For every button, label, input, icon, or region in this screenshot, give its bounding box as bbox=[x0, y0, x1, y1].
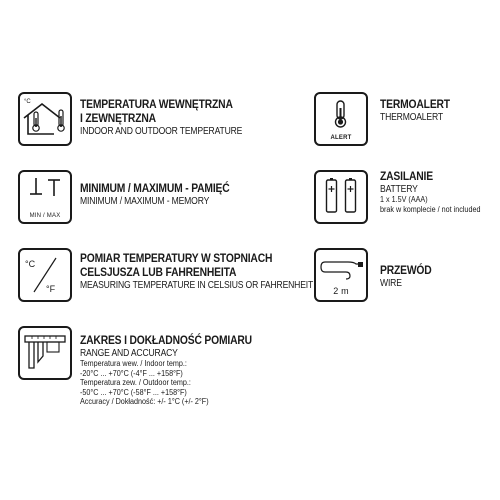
min-max-icon bbox=[18, 170, 72, 224]
feature-detail: Accuracy / Dokładność: +/- 1°C (+/- 2°F) bbox=[80, 397, 209, 407]
battery-icon bbox=[314, 170, 368, 224]
icon-caption: 2 m bbox=[333, 286, 349, 296]
feature-detail: brak w komplecie / not included bbox=[380, 204, 481, 214]
feature-subtitle: THERMOALERT bbox=[380, 111, 443, 123]
feature-title: TERMOALERT bbox=[380, 97, 450, 111]
feature-detail: Temperatura wew. / Indoor temp.: bbox=[80, 359, 187, 369]
feature-title: I ZEWNĘTRZNA bbox=[80, 110, 156, 125]
feature-title: MINIMUM / MAXIMUM - PAMIĘĆ bbox=[80, 181, 230, 195]
feature-title: CELSJUSZA LUB FAHRENHEITA bbox=[80, 264, 237, 279]
feature-title: ZASILANIE bbox=[380, 169, 433, 183]
celsius-fahrenheit-icon bbox=[18, 248, 72, 302]
feature-title: POMIAR TEMPERATURY W STOPNIACH bbox=[80, 251, 273, 265]
feature-subtitle: MINIMUM / MAXIMUM - MEMORY bbox=[80, 195, 210, 207]
feature-title: TEMPERATURA WEWNĘTRZNA bbox=[80, 97, 233, 111]
feature-detail: -50°C ... +70°C (-58°F ... +158°F) bbox=[80, 387, 187, 397]
icon-unit-label: °C bbox=[24, 99, 31, 105]
feature-detail: 1 x 1.5V (AAA) bbox=[380, 195, 428, 205]
house-thermometer-icon bbox=[18, 92, 72, 146]
feature-subtitle: WIRE bbox=[380, 277, 402, 289]
feature-title: PRZEWÓD bbox=[380, 263, 432, 277]
feature-subtitle: BATTERY bbox=[380, 183, 418, 195]
icon-fahrenheit-label: °F bbox=[46, 284, 56, 294]
feature-subtitle: RANGE AND ACCURACY bbox=[80, 347, 178, 359]
icon-caption: ALERT bbox=[330, 135, 352, 141]
icon-caption: MIN / MAX bbox=[29, 213, 61, 219]
feature-title: ZAKRES I DOKŁADNOŚĆ POMIARU bbox=[80, 333, 252, 347]
thermometer-alert-icon bbox=[314, 92, 368, 146]
feature-subtitle: MEASURING TEMPERATURE IN CELSIUS OR FAHRENHEIT bbox=[80, 279, 314, 291]
caliper-icon bbox=[18, 326, 72, 380]
feature-detail: -20°C ... +70°C (-4°F ... +158°F) bbox=[80, 368, 183, 378]
feature-detail: Temperatura zew. / Outdoor temp.: bbox=[80, 378, 191, 388]
icon-celsius-label: °C bbox=[25, 259, 36, 269]
wire-icon bbox=[314, 248, 368, 302]
feature-subtitle: INDOOR AND OUTDOOR TEMPERATURE bbox=[80, 125, 243, 137]
